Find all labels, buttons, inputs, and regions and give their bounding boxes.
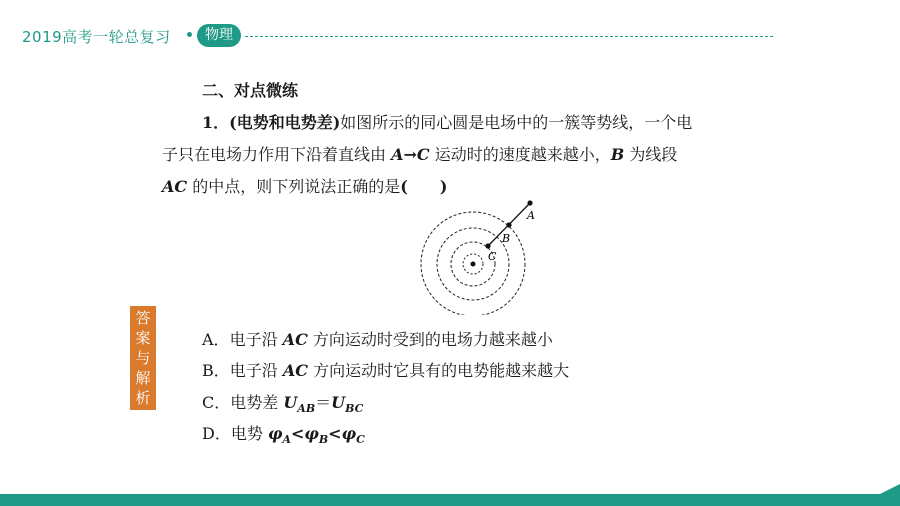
question-text: 如图所示的同心圆是电场中的一簇等势线，一个电 [340,113,693,132]
option-letter: A． [202,330,230,349]
option-d [202,421,365,446]
less-than: < [290,424,305,443]
point-c-dot [485,243,490,248]
answer-bracket: ( ) [400,177,448,196]
tab-char: 解 [135,369,151,387]
center-charge [471,262,476,267]
label-b: B [502,232,511,245]
subscript: BC [345,402,364,416]
header-divider [245,36,773,37]
subscript: B [318,433,329,447]
voltage-symbol: U [283,393,298,412]
header-dot [187,32,192,37]
footer-accent [880,484,900,494]
equipotential-diagram [418,190,538,315]
segment-ac: AC [162,177,188,196]
point-a-dot [527,200,532,205]
option-text: 电子沿 [229,361,283,380]
question-text: 为线段 [624,145,678,164]
header-title: 2019高考一轮总复习 [22,28,171,46]
subscript: AB [297,402,316,416]
question-line-1 [202,110,692,133]
option-text: 方向运动时受到的电场力越来越小 [307,330,553,349]
option-letter: C． [202,393,231,412]
option-c [202,390,363,415]
equals: ＝ [315,393,332,412]
option-text: 电子沿 [229,330,283,349]
question-line-3 [162,174,447,197]
tab-char: 答 [135,309,151,327]
arrow: → [403,145,417,164]
question-text: 子只在电场力作用下沿着直线由 [162,145,392,164]
label-a: A [527,209,535,222]
question-line-2 [162,142,677,165]
label-c: C [488,250,497,263]
option-text: 电势 [230,424,268,443]
footer-bar [0,494,900,506]
segment-ac: AC [282,330,308,349]
question-topic: (电势和电势差) [229,113,341,132]
potential-symbol: φ [304,424,319,443]
option-letter: B． [202,361,230,380]
point-b-dot [506,222,511,227]
voltage-symbol: U [331,393,346,412]
subscript: A [282,433,291,447]
section-title: 二、对点微练 [202,81,299,100]
subscript: C [356,433,365,447]
answer-explanation-tab[interactable] [130,306,156,410]
option-a [202,327,553,350]
point-c: C [416,145,430,164]
tab-char: 析 [135,389,151,407]
option-letter: D． [202,424,231,443]
option-b [202,358,569,381]
subject-badge: 物理 [197,24,241,47]
potential-symbol: φ [341,424,357,443]
point-a: A [391,145,404,164]
segment-ac: AC [282,361,309,380]
tab-char: 案 [135,329,151,347]
less-than: < [328,424,342,443]
tab-char: 与 [135,349,151,367]
potential-symbol: φ [267,424,283,443]
question-text: 运动时的速度越来越小， [429,145,611,164]
point-b: B [610,145,625,164]
option-text: 电势差 [230,393,284,412]
option-text: 方向运动时它具有的电势能越来越大 [308,361,570,380]
question-text: 的中点，则下列说法正确的是 [187,177,401,196]
question-number: 1． [202,113,230,132]
